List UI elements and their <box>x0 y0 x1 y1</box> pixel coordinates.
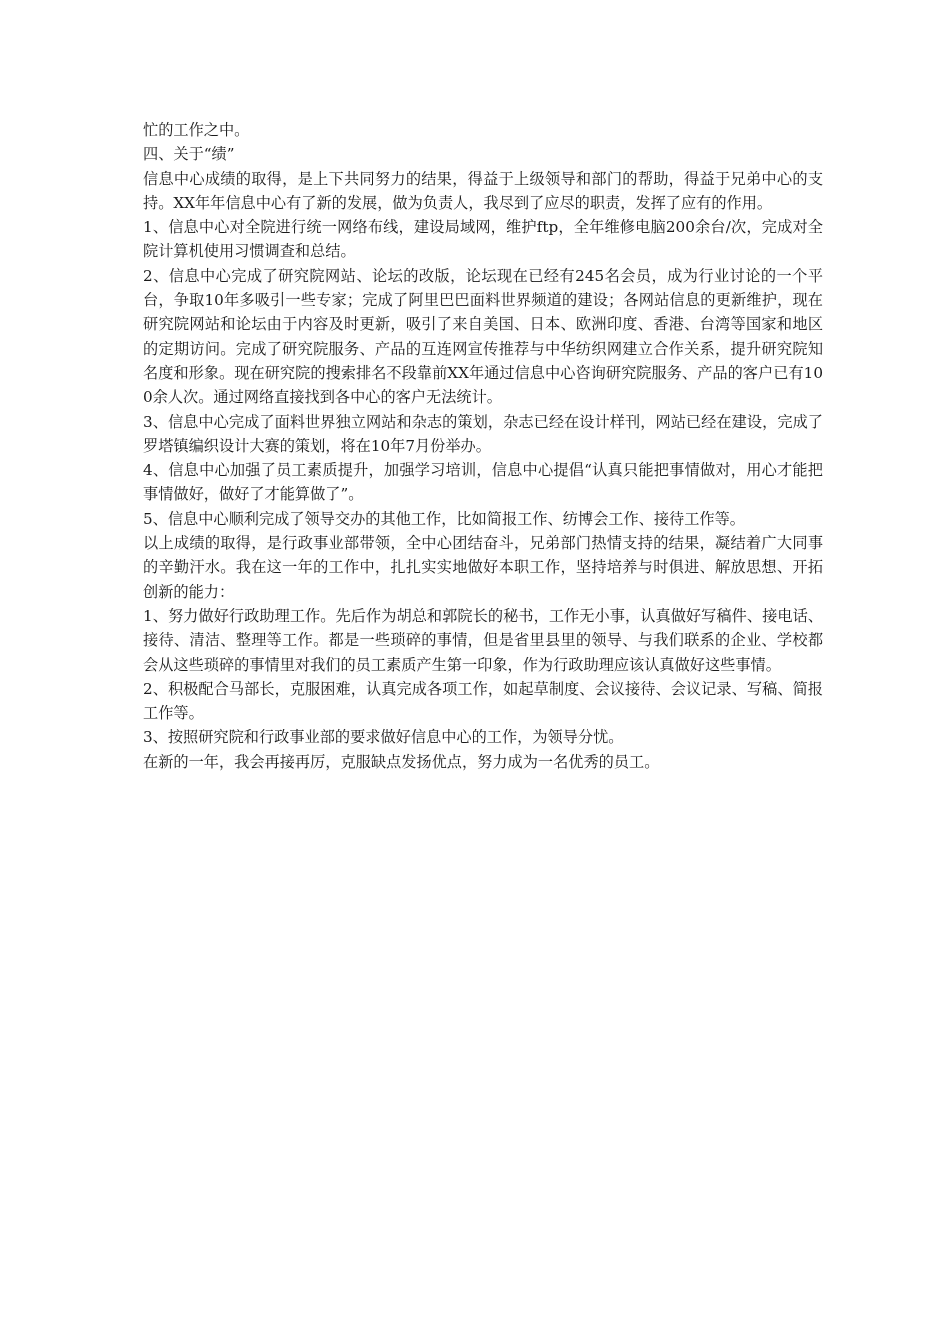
list-item-requirements: 3、按照研究院和行政事业部的要求做好信息中心的工作，为领导分忧。 <box>143 728 624 747</box>
paragraph-summary: 以上成绩的取得，是行政事业部带领，全中心团结奋斗，兄弟部门热情支持的结果，凝结着广大同事的辛勤汗水。我在这一年的工作中，扎扎实实地做好本职工作，坚持培养与时俱进、解放思想、开拓创新的能力： <box>143 534 823 601</box>
paragraph-closing: 在新的一年，我会再接再厉，克服缺点发扬优点，努力成为一名优秀的员工。 <box>143 752 660 771</box>
list-item-network: 1、信息中心对全院进行统一网络布线，建设局域网，维护ftp，全年维修电脑200余台/次，完成对全院计算机使用习惯调查和总结。 <box>143 218 823 261</box>
list-item-other-work: 5、信息中心顺利完成了领导交办的其他工作，比如简报工作、纺博会工作、接待工作等。 <box>143 509 745 528</box>
paragraph-intro: 信息中心成绩的取得，是上下共同努力的结果，得益于上级领导和部门的帮助，得益于兄弟中心的支持。XX年年信息中心有了新的发展，做为负责人，我尽到了应尽的职责，发挥了应有的作用。 <box>143 169 823 212</box>
list-item-admin-assistant: 1、努力做好行政助理工作。先后作为胡总和郭院长的秘书，工作无小事，认真做好写稿件、接电话、接待、清洁、整理等工作。都是一些琐碎的事情，但是省里县里的领导、与我们联系的企业、学校都会从这些琐碎的事情里对我们的员工素质产生第一印象，作为行政助理应该认真做好这些事情。 <box>143 606 823 674</box>
list-item-website: 2、信息中心完成了研究院网站、论坛的改版，论坛现在已经有245名会员，成为行业讨论的一个平台，争取10年多吸引一些专家；完成了阿里巴巴面料世界频道的建设；各网站信息的更新维护，现在研究院网站和论坛由于内容及时更新，吸引了来自美国、日本、欧洲印度、香港、台湾等国家和地区的定期访问。完成了研究院服务、产品的互连网宣传推荐与中华纺织网建立合作关系，提升研究院知名度和形象。现在研究院的搜索排名不段靠前XX年通过信息中心咨询研究院服务、产品的客户已有100余人次。通过网络直接找到各中心的客户无法统计。 <box>143 266 823 407</box>
paragraph-continuation: 忙的工作之中。 <box>143 121 250 139</box>
list-item-magazine: 3、信息中心完成了面料世界独立网站和杂志的策划，杂志已经在设计样刊，网站已经在建设，完成了罗塔镇编织设计大赛的策划，将在10年7月份举办。 <box>143 412 823 455</box>
document-body <box>143 118 823 774</box>
section-heading-achievements: 四、关于“绩” <box>143 145 235 164</box>
list-item-cooperation: 2、积极配合马部长，克服困难，认真完成各项工作，如起草制度、会议接待、会议记录、写稿、简报工作等。 <box>143 679 823 723</box>
list-item-staff-quality: 4、信息中心加强了员工素质提升，加强学习培训，信息中心提倡“认真只能把事情做对，用心才能把事情做好，做好了才能算做了”。 <box>143 461 823 504</box>
